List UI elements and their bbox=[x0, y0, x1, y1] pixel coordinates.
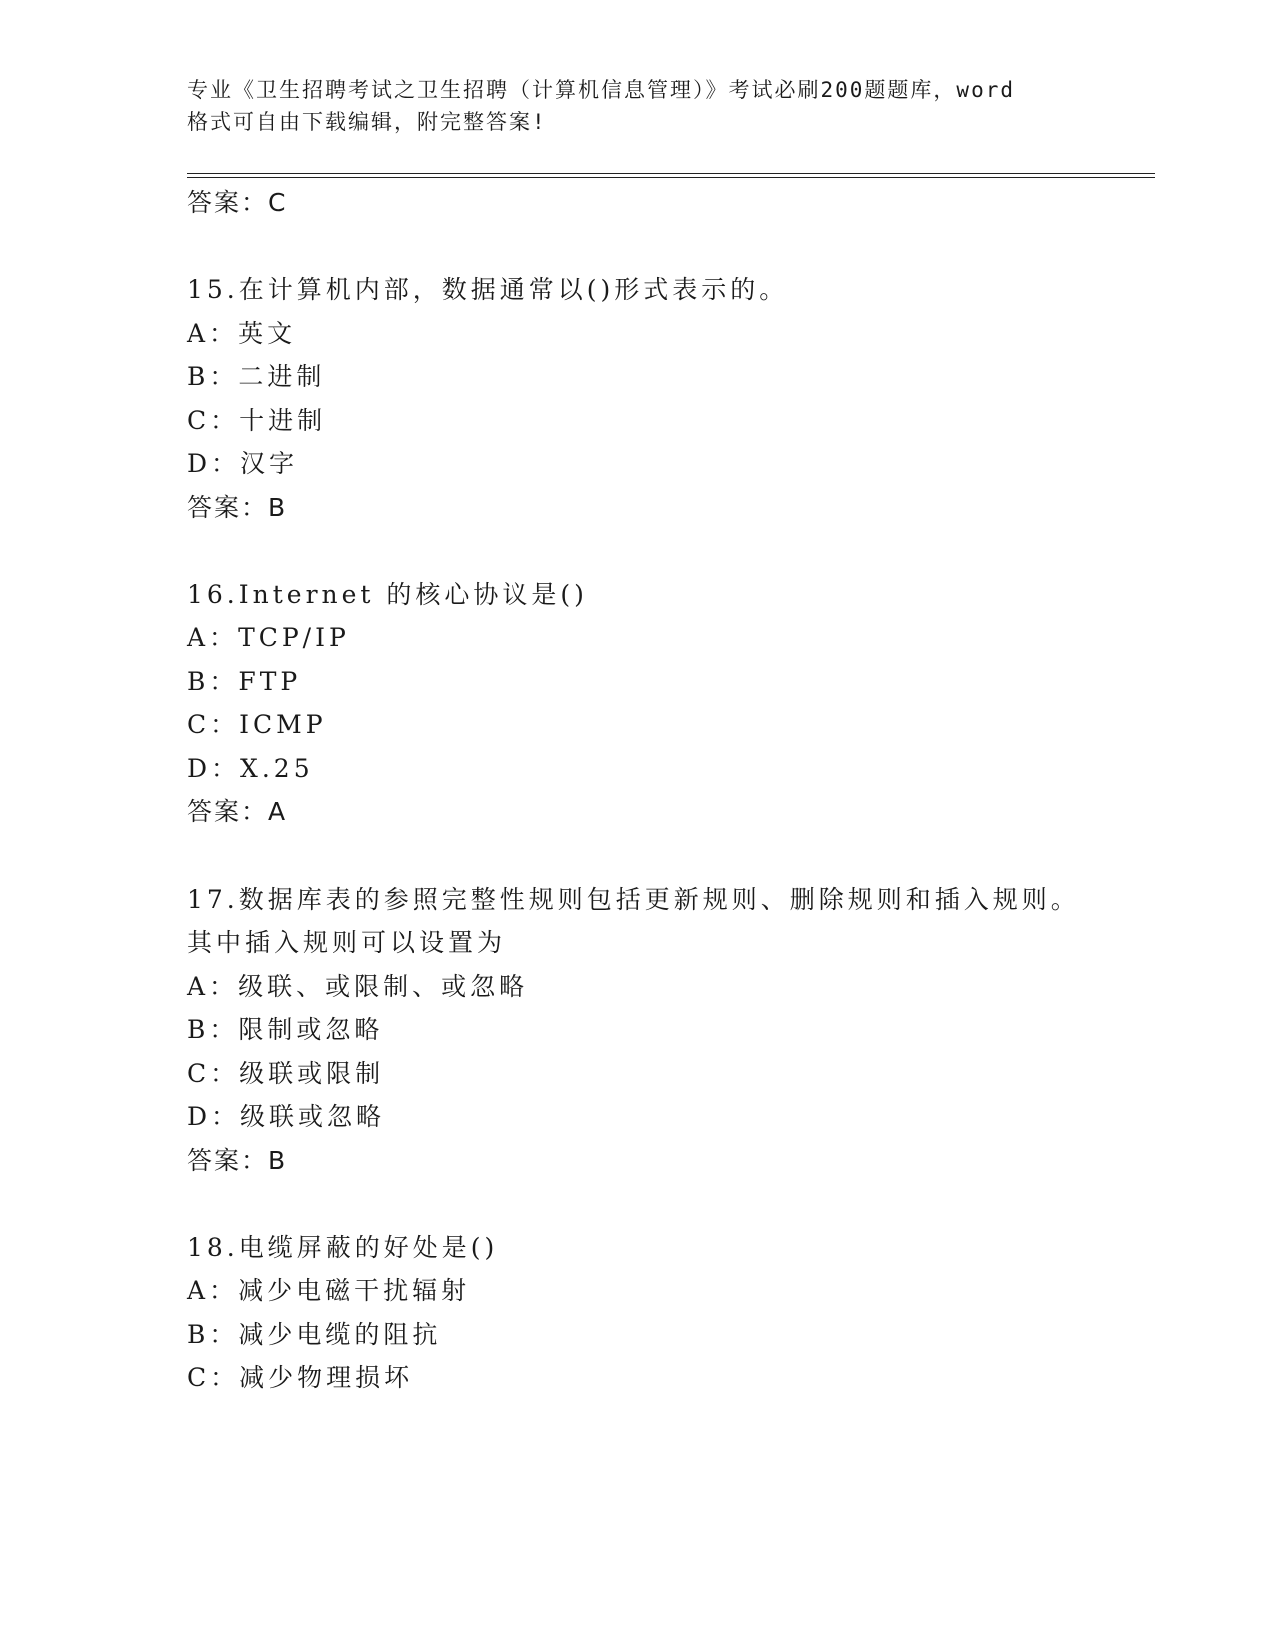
option-line bbox=[187, 665, 301, 699]
option-line bbox=[187, 752, 314, 786]
option-line bbox=[187, 1361, 413, 1395]
document-header-line-2: 格式可自由下载编辑，附完整答案! bbox=[187, 110, 547, 134]
option-text: X.25 bbox=[240, 754, 314, 783]
option-letter: D： bbox=[187, 1102, 241, 1131]
option-line bbox=[187, 1013, 383, 1047]
option-text: 汉字 bbox=[240, 449, 299, 478]
answer-value: B bbox=[268, 1146, 288, 1175]
option-letter: B： bbox=[187, 362, 239, 391]
answer-label: 答案： bbox=[187, 797, 269, 826]
option-letter: A： bbox=[187, 319, 239, 348]
option-text: 二进制 bbox=[238, 362, 326, 391]
option-line bbox=[187, 447, 298, 481]
option-text: 英文 bbox=[238, 319, 297, 348]
option-line bbox=[187, 621, 350, 655]
header-divider-top bbox=[187, 173, 1155, 174]
option-letter: D： bbox=[187, 449, 241, 478]
option-text: 级联或限制 bbox=[239, 1059, 385, 1088]
option-text: 级联或忽略 bbox=[240, 1102, 386, 1131]
option-text: 十进制 bbox=[239, 406, 327, 435]
option-line bbox=[187, 708, 327, 742]
question-stem: 18.电缆屏蔽的好处是() bbox=[187, 1233, 499, 1262]
option-text: FTP bbox=[238, 667, 302, 696]
answer-line bbox=[187, 795, 287, 829]
answer-label: 答案： bbox=[187, 1146, 269, 1175]
option-letter: C： bbox=[187, 1059, 240, 1088]
option-text: 限制或忽略 bbox=[238, 1015, 384, 1044]
answer-value: B bbox=[268, 493, 288, 522]
header-divider-bottom bbox=[187, 177, 1155, 178]
question-stem-continued: 其中插入规则可以设置为 bbox=[187, 928, 507, 957]
option-letter: C： bbox=[187, 406, 240, 435]
option-line bbox=[187, 1318, 441, 1352]
question-stem: 15.在计算机内部，数据通常以()形式表示的。 bbox=[187, 275, 789, 304]
option-letter: A： bbox=[187, 623, 239, 652]
option-line bbox=[187, 360, 325, 394]
answer-label: 答案： bbox=[187, 493, 269, 522]
option-letter: C： bbox=[187, 1363, 240, 1392]
option-text: 级联、或限制、或忽略 bbox=[238, 972, 529, 1001]
option-letter: B： bbox=[187, 1015, 239, 1044]
answer-line bbox=[187, 1144, 287, 1178]
option-line bbox=[187, 970, 528, 1004]
answer-value: C bbox=[268, 188, 288, 217]
option-line bbox=[187, 1057, 384, 1091]
answer-line bbox=[187, 186, 287, 220]
option-letter: B： bbox=[187, 1320, 239, 1349]
option-letter: D： bbox=[187, 754, 241, 783]
answer-line bbox=[187, 491, 287, 525]
answer-value: A bbox=[268, 797, 288, 826]
option-text: 减少电缆的阻抗 bbox=[238, 1320, 442, 1349]
option-text: TCP/IP bbox=[238, 623, 350, 652]
option-text: 减少物理损坏 bbox=[239, 1363, 414, 1392]
question-stem: 16.Internet 的核心协议是() bbox=[187, 580, 588, 609]
option-line bbox=[187, 1274, 470, 1308]
document-header-line-1: 专业《卫生招聘考试之卫生招聘（计算机信息管理）》考试必刷200题题库，word bbox=[187, 78, 1015, 102]
option-line bbox=[187, 404, 326, 438]
question-stem: 17.数据库表的参照完整性规则包括更新规则、删除规则和插入规则。 bbox=[187, 885, 1080, 914]
answer-label: 答案： bbox=[187, 188, 269, 217]
option-letter: A： bbox=[187, 1276, 239, 1305]
option-line bbox=[187, 1100, 385, 1134]
option-letter: A： bbox=[187, 972, 239, 1001]
option-letter: B： bbox=[187, 667, 239, 696]
option-line bbox=[187, 317, 296, 351]
option-letter: C： bbox=[187, 710, 240, 739]
option-text: 减少电磁干扰辐射 bbox=[238, 1276, 471, 1305]
option-text: ICMP bbox=[239, 710, 327, 739]
